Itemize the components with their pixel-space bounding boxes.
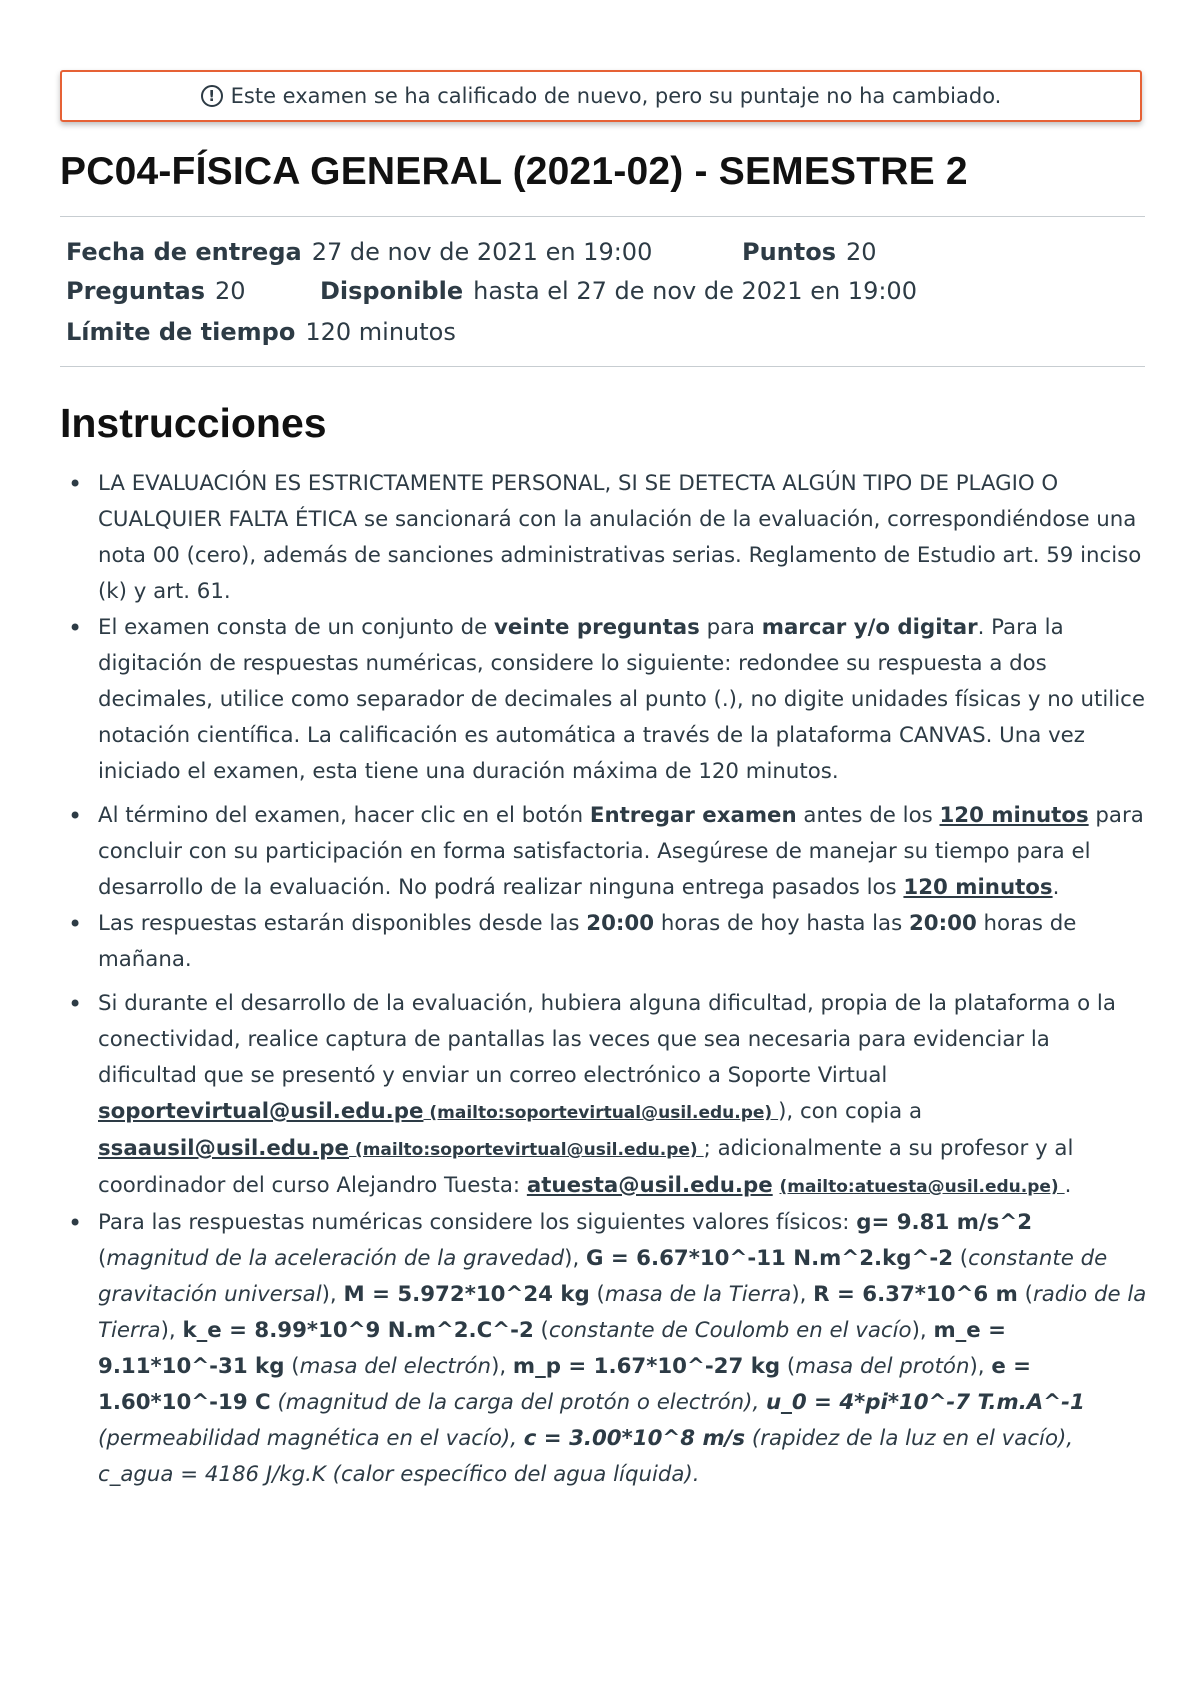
- constant-value: M = 5.972*10^24 kg: [343, 1282, 590, 1307]
- instruction-text: antes de los: [796, 803, 940, 828]
- constant-description: masa del protón: [795, 1354, 970, 1379]
- time-emphasis: 120 minutos: [939, 803, 1089, 828]
- points: [742, 238, 877, 266]
- instructions-list: [68, 466, 1148, 1493]
- instruction-text: .: [1064, 1173, 1072, 1198]
- regrade-alert: [60, 70, 1142, 122]
- ssaa-email-link[interactable]: ssaausil@usil.edu.pe: [98, 1136, 349, 1161]
- instruction-text: El examen consta de un conjunto de: [98, 615, 494, 640]
- time-emphasis: 20:00: [908, 911, 977, 936]
- submit-exam-label: Entregar examen: [589, 803, 797, 828]
- instructions-heading: Instrucciones: [60, 400, 327, 446]
- instruction-text: para: [699, 615, 762, 640]
- instruction-text: ; adicionalmente a su profesor y al coordinador del curso Alejandro Tuesta:: [98, 1136, 1074, 1198]
- regrade-alert-text: Este examen se ha calificado de nuevo, pero su puntaje no ha cambiado.: [230, 84, 1002, 108]
- constant-description: magnitud de la carga del protón o electrón: [285, 1390, 745, 1415]
- constant-value: e = 1.60*10^-19 C: [98, 1354, 1032, 1415]
- instruction-text: Las respuestas estarán disponibles desde las: [98, 911, 587, 936]
- constant-description: rapidez de la luz en el vacío: [760, 1426, 1058, 1451]
- instruction-text: para concluir con su participación en forma satisfactoria. Asegúrese de manejar su tiempo para el desarrollo de la evaluación. No podrá realizar ninguna entrega pasados los: [98, 803, 1144, 900]
- time-limit-value: 120 minutos: [305, 318, 456, 346]
- constant-description: masa de la Tierra: [604, 1282, 792, 1307]
- time-limit: [66, 318, 456, 346]
- support-email-link[interactable]: soportevirtual@usil.edu.pe: [98, 1099, 424, 1124]
- constant-description: constante de gravitación universal: [98, 1246, 1108, 1307]
- support-mailto-link[interactable]: (mailto:soportevirtual@usil.edu.pe): [423, 1103, 779, 1123]
- constant-description: radio de la Tierra: [98, 1282, 1147, 1343]
- instruction-text: Para las respuestas numéricas considere los siguientes valores físicos:: [98, 1210, 857, 1235]
- list-item: [68, 610, 1148, 790]
- coordinator-email-link[interactable]: atuesta@usil.edu.pe: [526, 1173, 773, 1198]
- info-circle-icon: !: [201, 85, 223, 107]
- constant-value: g= 9.81 m/s^2: [856, 1210, 1033, 1235]
- instruction-text: . Para la digitación de respuestas numéricas, considere lo siguiente: redondee su respuesta a dos decimales, utilice como separador de decimales al punto (.), no digite unidades físicas y no utilice notación científica. La calificación es automática a través de la plataforma CANVAS. Una vez iniciado el examen, esta tiene una duración máxima de 120 minutos.: [98, 615, 1145, 784]
- availability-value: hasta el 27 de nov de 2021 en 19:00: [473, 277, 917, 305]
- divider: [60, 216, 1145, 217]
- due-date: [66, 238, 652, 266]
- availability: [320, 277, 917, 305]
- time-emphasis: 20:00: [586, 911, 655, 936]
- instruction-text: .: [1052, 875, 1060, 900]
- list-item: [68, 466, 1148, 610]
- points-value: 20: [846, 238, 877, 266]
- constant-description: masa del electrón: [299, 1354, 492, 1379]
- constant-description: calor específico del agua líquida: [340, 1462, 685, 1487]
- constant-value: c = 3.00*10^8 m/s: [523, 1426, 746, 1451]
- constant-value: R = 6.37*10^6 m: [813, 1282, 1018, 1307]
- points-label: Puntos: [742, 238, 837, 266]
- availability-label: Disponible: [320, 277, 464, 305]
- instruction-text: Si durante el desarrollo de la evaluación, hubiera alguna dificultad, propia de la plataforma o la conectividad, realice captura de pantallas las veces que sea necesaria para evidenciar la dificultad que se presentó y enviar un correo electrónico a Soporte Virtual: [98, 991, 1116, 1088]
- constant-value: k_e = 8.99*10^9 N.m^2.C^-2: [182, 1318, 534, 1343]
- list-item: [68, 906, 1148, 978]
- instruction-text: horas de hoy hasta las: [654, 911, 909, 936]
- instruction-text: horas de mañana.: [98, 911, 1077, 972]
- due-date-label: Fecha de entrega: [66, 238, 302, 266]
- list-item: [68, 798, 1148, 906]
- questions-count: [66, 277, 246, 305]
- instruction-text: ), con copia a: [778, 1099, 922, 1124]
- questions-label: Preguntas: [66, 277, 206, 305]
- instruction-emphasis: veinte preguntas: [494, 615, 700, 640]
- time-emphasis: 120 minutos: [903, 875, 1053, 900]
- instruction-text: LA EVALUACIÓN ES ESTRICTAMENTE PERSONAL, SI SE DETECTA ALGÚN TIPO DE PLAGIO O CUALQUIER FALTA ÉTICA se sancionará con la anulación de la evaluación, correspondiéndose una nota 00 (cero), además de sanciones administrativas serias. Reglamento de Estudio art. 59 inciso (k) y art. 61.: [98, 471, 1142, 604]
- ssaa-mailto-link[interactable]: (mailto:soportevirtual@usil.edu.pe): [349, 1140, 704, 1160]
- constant-description: permeabilidad magnética en el vacío: [106, 1426, 502, 1451]
- due-date-value: 27 de nov de 2021 en 19:00: [311, 238, 653, 266]
- constant-description: magnitud de la aceleración de la gravedad: [106, 1246, 565, 1271]
- constant-description: constante de Coulomb en el vacío: [548, 1318, 912, 1343]
- questions-value: 20: [215, 277, 246, 305]
- time-limit-label: Límite de tiempo: [66, 318, 296, 346]
- constant-value: G = 6.67*10^-11 N.m^2.kg^-2: [586, 1246, 954, 1271]
- list-item: • Para las respuestas numéricas considere los siguientes valores físicos: g= 9.81 m/s^2 (magnitud de la aceleración de la gravedad), G = 6.67*10^-11 N.m^2.kg^-2 (constante de gravitación universal), M = 5.972*10^24 kg (masa de la Tierra), R = 6.37*10^6 m (radio de la Tierra), k_e = 8.99*10^9 N.m^2.C^-2 (constante de Coulomb en el vacío), m_e = 9.11*10^-31 kg (masa del electrón), m_p = 1.67*10^-27 kg (masa del protón), e = 1.60*10^-19 C (magnitud de la carga del protón o electrón), u_0 = 4*pi*10^-7 T.m.A^-1 (permeabilidad magnética en el vacío), c = 3.00*10^8 m/s (rapidez de la luz en el vacío), c_agua = 4186 J/kg.K (calor específico del agua líquida).: [68, 1205, 1148, 1493]
- page-title: PC04-FÍSICA GENERAL (2021-02) - SEMESTRE 2: [60, 150, 968, 193]
- divider: [60, 366, 1145, 367]
- list-item: [68, 986, 1148, 1205]
- instruction-emphasis: marcar y/o digitar: [761, 615, 978, 640]
- constant-value: u_0 = 4*pi*10^-7 T.m.A^-1: [766, 1390, 1085, 1415]
- constant-value: m_p = 1.67*10^-27 kg: [512, 1354, 781, 1379]
- constant-value: m_e = 9.11*10^-31 kg: [98, 1318, 1006, 1379]
- instruction-text: Al término del examen, hacer clic en el botón: [98, 803, 590, 828]
- constant-value: c_agua = 4186 J/kg.K: [98, 1462, 326, 1487]
- coordinator-mailto-link[interactable]: (mailto:atuesta@usil.edu.pe): [779, 1177, 1065, 1197]
